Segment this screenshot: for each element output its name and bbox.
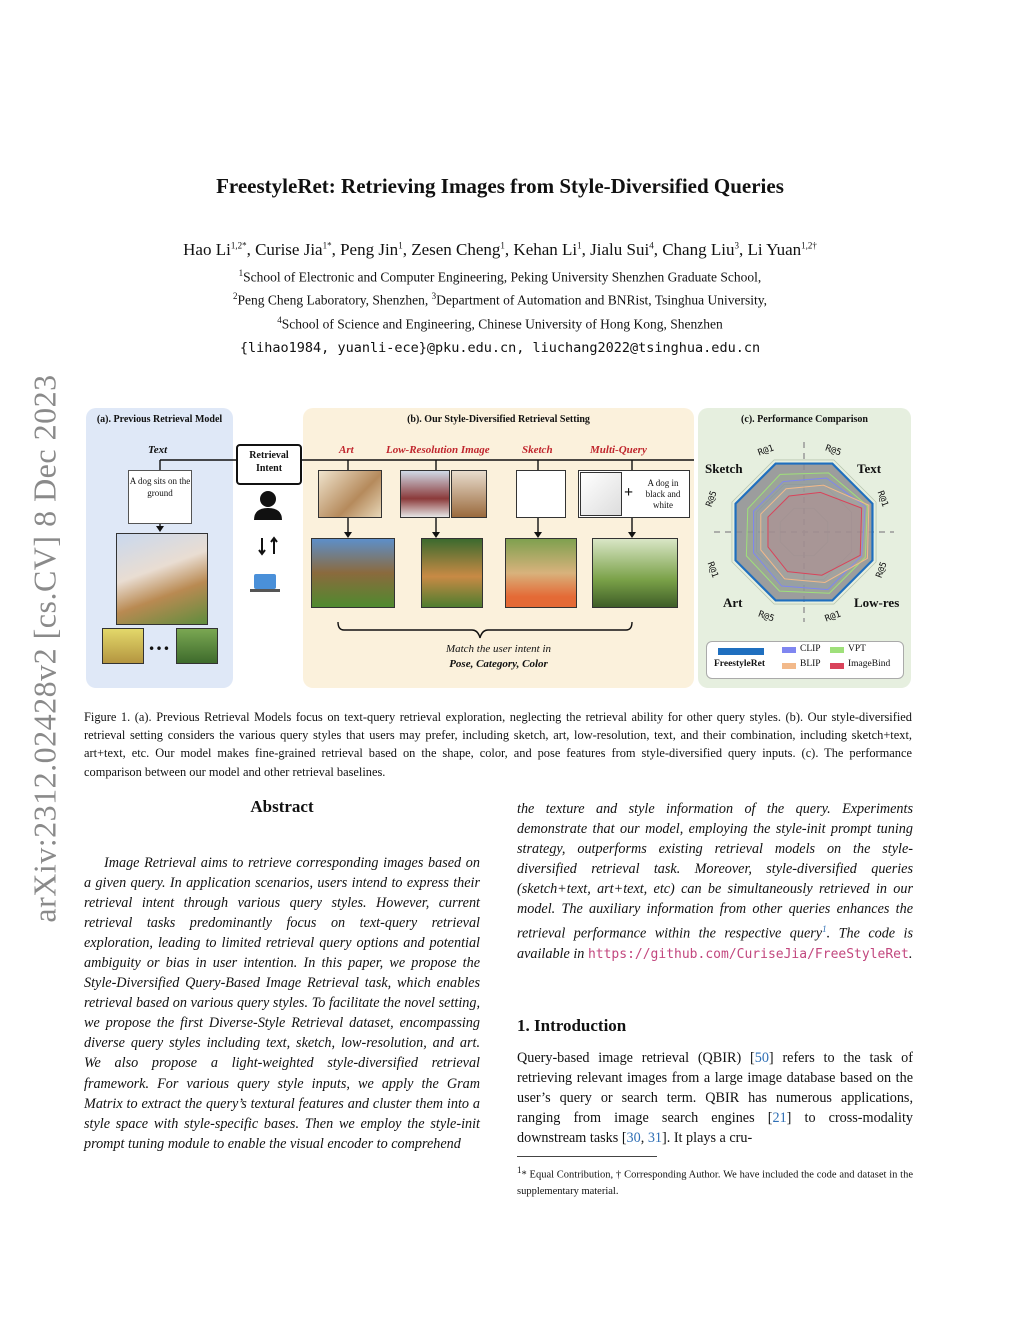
abstract-continued: the texture and style information of the query. Experiments demonstrate that our model, employing the style-init prompt tuning strategy, outperforms existing retrieval models on the style-diversified retrieval task. Moreover, style-diversified queries (sketch+text, art+text, etc) can be simultaneously retrieved in our model. The auxiliary information from other queries enhances the retrieval performance within the respective query$^1$. The code is available in https://github.com/CuriseJia/FreeStyleRet.: [517, 801, 913, 963]
legend-swatch-clip: [782, 647, 796, 653]
legend-label-blip: BLIP: [800, 659, 821, 669]
retrieved-image: [505, 538, 577, 608]
legend-label-clip: CLIP: [800, 644, 821, 654]
match-line-2: Pose, Category, Color: [449, 658, 548, 670]
user-and-laptop-icons: [250, 490, 286, 600]
abstract-heading: Abstract: [250, 797, 314, 816]
retrieval-intent-box: Retrieval Intent: [236, 444, 302, 485]
retrieved-image: [311, 538, 395, 608]
panel-c-title: (c). Performance Comparison: [741, 414, 868, 425]
affiliation-2: $^2$Peng Cheng Laboratory, Shenzhen, $^3$Department of Automation and BNRist, Tsinghua University,: [233, 291, 767, 308]
legend-label-vpt: VPT: [848, 644, 866, 654]
author: Kehan Li$^1$,: [513, 240, 591, 259]
user-icon: [260, 491, 276, 507]
tick-label: R@1: [823, 609, 843, 625]
citation-link[interactable]: 21: [772, 1110, 787, 1127]
query-label-sketch: Sketch: [522, 444, 553, 456]
axis-label-lowres: Low-res: [854, 595, 900, 610]
tick-label: R@5: [823, 443, 843, 459]
author: Peng Jin$^1$,: [340, 240, 412, 259]
multi-query-sketch: [580, 472, 622, 516]
author-list: [0, 240, 1000, 260]
tick-label: R@1: [756, 443, 776, 459]
legend-swatch-vpt: [830, 647, 844, 653]
match-line-1: Match the user intent in: [445, 643, 552, 655]
query-label-lowres: Low-Resolution Image: [386, 444, 490, 456]
retrieved-image-thumb: [102, 628, 144, 664]
retrieved-image-main: [116, 533, 208, 625]
panel-a-title: (a). Previous Retrieval Model: [96, 414, 223, 425]
laptop-icon: [254, 574, 276, 589]
tick-label: R@5: [704, 489, 720, 509]
axis-label-art: Art: [723, 595, 743, 610]
footnote: $^1$* Equal Contribution, † Corresponding Author. We have included the code and dataset in the supplementary material.: [517, 1165, 913, 1197]
author: Li Yuan$^{1,2\dagger}$: [747, 240, 817, 259]
lowres-query-image-2: [451, 470, 487, 518]
axis-label-sketch: Sketch: [705, 461, 743, 476]
legend-swatch-blip: [782, 663, 796, 669]
intro-paragraph: Query-based image retrieval (QBIR) [50] refers to the task of retrieving relevant images from a large image database based on the user’s query or search term. QBIR has numerous applications, ranging from image search engines [21] to cross-modality downstream tasks [30, 31]. It plays a cru-: [517, 1050, 913, 1147]
art-query-image: [318, 470, 382, 518]
author: Chang Liu$^3$,: [662, 240, 748, 259]
tick-label: R@1: [874, 489, 890, 509]
arxiv-stamp: arXiv:2312.02428v2 [cs.CV] 8 Dec 2023: [26, 374, 63, 923]
legend-swatch-imagebind: [830, 663, 844, 669]
legend-swatch-freestyleret: [718, 648, 764, 655]
panel-b-title: (b). Our Style-Diversified Retrieval Setting: [407, 414, 590, 425]
ellipsis: …: [148, 630, 170, 655]
tick-label: R@1: [704, 560, 720, 580]
paper-title: FreestyleRet: Retrieving Images from Style-Diversified Queries: [216, 174, 784, 198]
retrieved-image-thumb: [176, 628, 218, 664]
code-link[interactable]: https://github.com/CuriseJia/FreeStyleRet: [587, 947, 909, 963]
multi-query-text: A dog in black and white: [645, 478, 681, 510]
legend-label-freestyleret: FreestyleRet: [714, 659, 765, 669]
exchange-arrows-icon: [259, 538, 277, 554]
query-label-art: Art: [339, 444, 354, 456]
sketch-query-image: [516, 470, 566, 518]
intro-heading: 1. Introduction: [517, 1016, 627, 1035]
abstract-body: Image Retrieval aims to retrieve corresponding images based on a given query. In application scenarios, users intend to express their retrieval intent through various query styles. However, current retrieval tasks predominantly focus on text-query retrieval exploration, leading to limited retrieval query options and potential ambiguity or bias in user intention. In this paper, we propose the Style-Diversified Query-Based Image Retrieval task, which enables retrieval based on various query styles. To facilitate the novel setting, we propose the first Diverse-Style Retrieval dataset, encompassing diverse query styles including text, sketch, low-resolution, and art. We also propose a light-weighted style-diversified retrieval framework. For various query style inputs, we apply the Gram Matrix to extract the query’s textural features and cluster them into a style space with style-specific bases. Then we employ the style-init prompt tuning module to enable the visual encoder to comprehend: [84, 855, 480, 1152]
author: Zesen Cheng$^1$,: [411, 240, 514, 259]
figure-caption: Figure 1. (a). Previous Retrieval Models focus on text-query retrieval exploration, neglecting the retrieval ability for other query styles. (b). Our style-diversified retrieval setting considers the various query styles that users may prefer, including sketch, art, low-resolution, text, and their combination, including sketch+text, art+text, etc. Our model makes fine-grained retrieval based on the shape, color, and pose features from style-diversified query inputs. (c). The performance comparison between our model and other retrieval baselines.: [84, 710, 912, 779]
affiliation-1: $^1$School of Electronic and Computer Engineering, Peking University Shenzhen Graduate School,: [238, 268, 762, 285]
tick-label: R@5: [756, 609, 776, 625]
text-query-box: A dog sits on the ground: [128, 470, 192, 524]
author: Hao $Li^{1,2*}$,: [183, 240, 256, 259]
retrieved-image: [592, 538, 678, 608]
retrieved-image: [421, 538, 483, 608]
author: Jialu Sui$^4$,: [590, 240, 663, 259]
axis-label-text: Text: [857, 461, 882, 476]
author-emails: {lihao1984, yuanli-ece}@pku.edu.cn, liuchang2022@tsinghua.edu.cn: [239, 340, 761, 356]
citation-link[interactable]: 50: [754, 1050, 769, 1066]
query-label-multi: Multi-Query: [590, 444, 647, 456]
legend-label-imagebind: ImageBind: [848, 659, 891, 669]
affiliation-3: $^4$School of Science and Engineering, Chinese University of Hong Kong, Shenzhen: [277, 315, 723, 332]
footnote-rule: [517, 1156, 657, 1157]
text-query-label: Text: [148, 444, 168, 456]
citation-link[interactable]: 30: [626, 1130, 641, 1147]
author: Curise Jia$^{1*}$,: [255, 240, 341, 259]
citation-link[interactable]: 31: [647, 1130, 663, 1147]
lowres-query-image-1: [400, 470, 450, 518]
plus-sign: +: [624, 484, 634, 501]
tick-label: R@5: [874, 560, 890, 580]
